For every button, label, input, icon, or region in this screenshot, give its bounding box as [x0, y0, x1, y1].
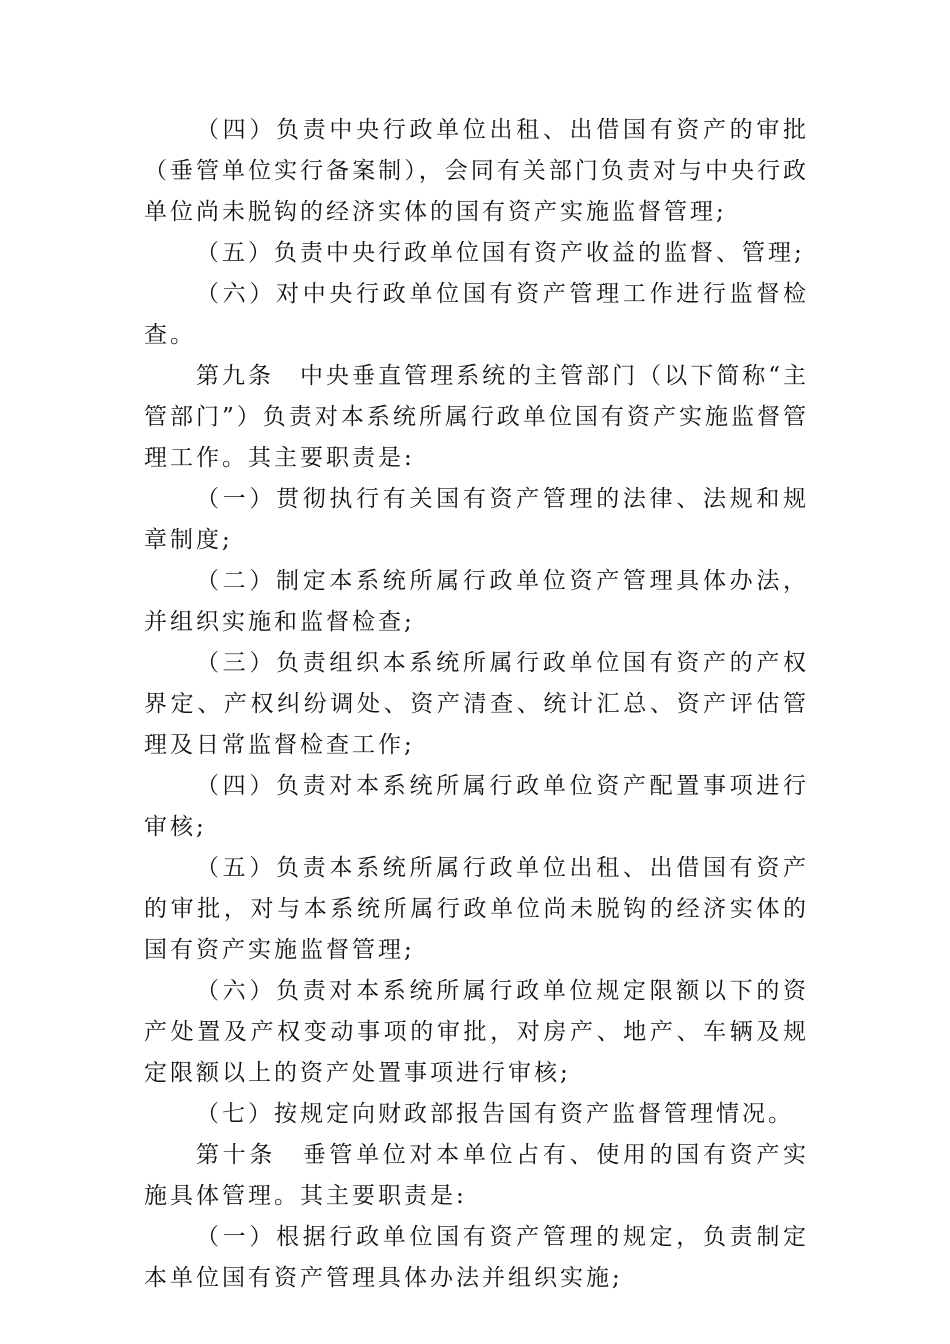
paragraph-10: （六）负责对本系统所属行政单位规定限额以下的资产处置及产权变动事项的审批，对房产、地产、车辆及规定限额以上的资产处置事项进行审核;	[144, 978, 809, 1086]
paragraph-6: （二）制定本系统所属行政单位资产管理具体办法，并组织实施和监督检查;	[144, 568, 809, 635]
paragraph-3: （六）对中央行政单位国有资产管理工作进行监督检查。	[144, 281, 809, 348]
paragraph-13: （一）根据行政单位国有资产管理的规定，负责制定本单位国有资产管理具体办法并组织实施;	[144, 1224, 809, 1291]
paragraph-2: （五）负责中央行政单位国有资产收益的监督、管理;	[196, 240, 805, 266]
paragraph-5: （一）贯彻执行有关国有资产管理的法律、法规和规章制度;	[144, 486, 809, 553]
paragraph-11: （七）按规定向财政部报告国有资产监督管理情况。	[196, 1101, 794, 1127]
document-body	[144, 110, 809, 1299]
paragraph-8: （四）负责对本系统所属行政单位资产配置事项进行审核;	[144, 773, 809, 840]
paragraph-7: （三）负责组织本系统所属行政单位国有资产的产权界定、产权纠纷调处、资产清查、统计汇总、资产评估管理及日常监督检查工作;	[144, 650, 809, 758]
paragraph-9: （五）负责本系统所属行政单位出租、出借国有资产的审批，对与本系统所属行政单位尚未脱钩的经济实体的国有资产实施监督管理;	[144, 855, 809, 963]
paragraph-1: （四）负责中央行政单位出租、出借国有资产的审批（垂管单位实行备案制），会同有关部门负责对与中央行政单位尚未脱钩的经济实体的国有资产实施监督管理;	[144, 117, 809, 225]
article-9-heading: 第九条 中央垂直管理系统的主管部门（以下简称“主管部门”）负责对本系统所属行政单位国有资产实施监督管理工作。其主要职责是:	[144, 363, 809, 471]
article-10-heading: 第十条 垂管单位对本单位占有、使用的国有资产实施具体管理。其主要职责是:	[144, 1142, 809, 1209]
